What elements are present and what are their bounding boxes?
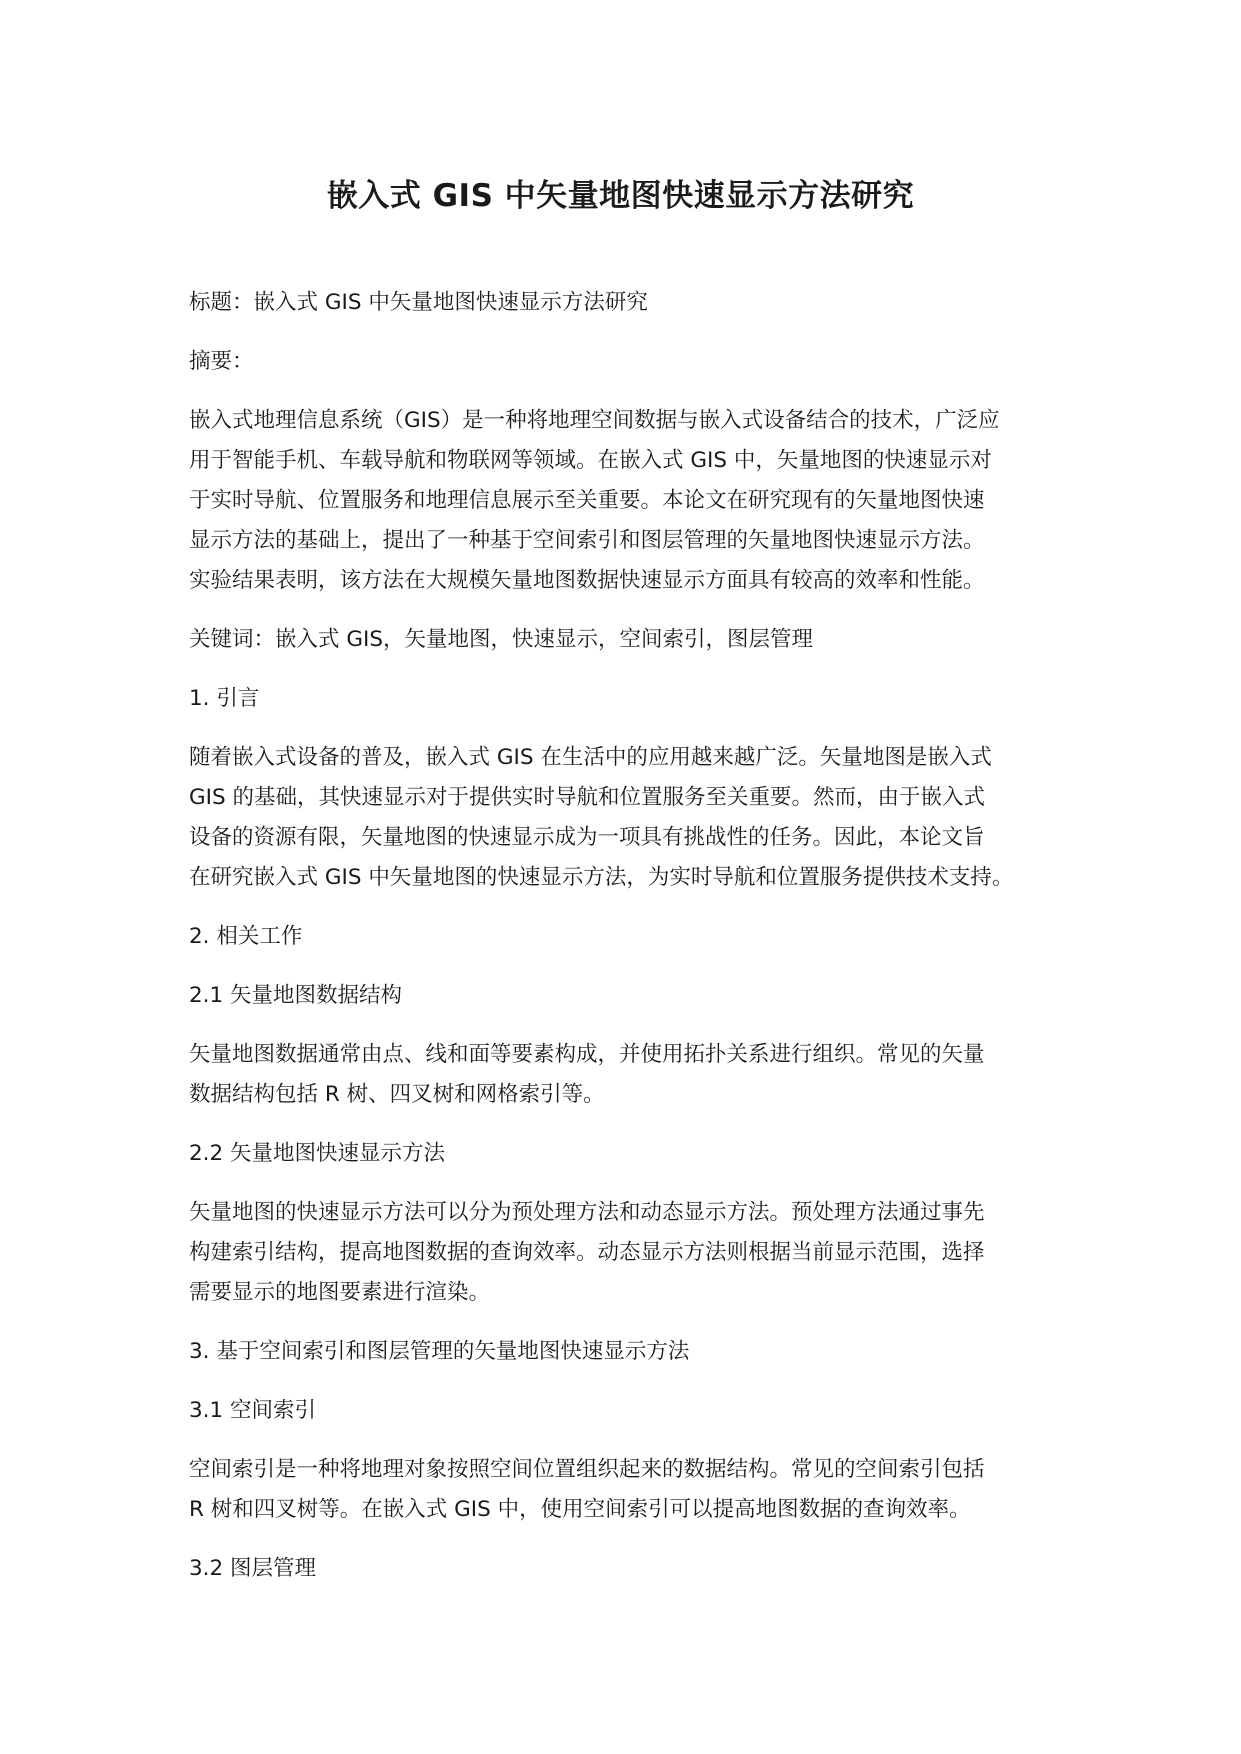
text-line: 显示方法的基础上，提出了一种基于空间索引和图层管理的矢量地图快速显示方法。: [189, 528, 985, 553]
text-line: 需要显示的地图要素进行渲染。: [189, 1280, 491, 1305]
paragraph: [189, 1035, 1069, 1115]
text-line: 数据结构包括 R 树、四叉树和网格索引等。: [189, 1082, 605, 1107]
text-line: 关键词：嵌入式 GIS，矢量地图，快速显示，空间索引，图层管理: [189, 627, 813, 652]
text-line: 2.2 矢量地图快速显示方法: [189, 1141, 446, 1166]
section-heading: [189, 1332, 1069, 1372]
text-line: 设备的资源有限，矢量地图的快速显示成为一项具有挑战性的任务。因此，本论文旨: [189, 825, 985, 850]
text-line: 矢量地图数据通常由点、线和面等要素构成，并使用拓扑关系进行组织。常见的矢量: [189, 1042, 985, 1067]
text-line: 3.2 图层管理: [189, 1556, 317, 1581]
text-line: 用于智能手机、车载导航和物联网等领域。在嵌入式 GIS 中，矢量地图的快速显示对: [189, 448, 992, 473]
paragraph: [189, 620, 1069, 660]
text-line: 2. 相关工作: [189, 924, 303, 949]
text-line: 3. 基于空间索引和图层管理的矢量地图快速显示方法: [189, 1339, 690, 1364]
section-heading: [189, 976, 1069, 1016]
section-heading: [189, 917, 1069, 957]
text-line: 3.1 空间索引: [189, 1398, 317, 1423]
text-line: 摘要：: [189, 349, 254, 374]
paragraph: [189, 1193, 1069, 1313]
document-title: 嵌入式 GIS 中矢量地图快速显示方法研究: [326, 178, 915, 214]
text-line: 于实时导航、位置服务和地理信息展示至关重要。本论文在研究现有的矢量地图快速: [189, 488, 985, 513]
text-line: 2.1 矢量地图数据结构: [189, 983, 403, 1008]
section-heading: [189, 1391, 1069, 1431]
text-line: 构建索引结构，提高地图数据的查询效率。动态显示方法则根据当前显示范围，选择: [189, 1240, 985, 1265]
text-line: GIS 的基础，其快速显示对于提供实时导航和位置服务至关重要。然而，由于嵌入式: [189, 785, 985, 810]
section-heading: [189, 1134, 1069, 1174]
section-heading: [189, 679, 1069, 719]
text-line: 1. 引言: [189, 686, 260, 711]
text-line: 空间索引是一种将地理对象按照空间位置组织起来的数据结构。常见的空间索引包括: [189, 1457, 985, 1482]
text-line: R 树和四叉树等。在嵌入式 GIS 中，使用空间索引可以提高地图数据的查询效率。: [189, 1497, 971, 1522]
text-line: 实验结果表明，该方法在大规模矢量地图数据快速显示方面具有较高的效率和性能。: [189, 568, 985, 593]
text-line: 矢量地图的快速显示方法可以分为预处理方法和动态显示方法。预处理方法通过事先: [189, 1200, 985, 1225]
section-heading: [189, 1549, 1069, 1589]
text-line: 嵌入式地理信息系统（GIS）是一种将地理空间数据与嵌入式设备结合的技术，广泛应: [189, 408, 1000, 433]
paragraph: [189, 342, 1069, 382]
document-body: [189, 283, 1069, 1608]
paragraph: [189, 283, 1069, 323]
text-line: 标题：嵌入式 GIS 中矢量地图快速显示方法研究: [189, 290, 648, 315]
paragraph: [189, 738, 1069, 898]
paragraph: [189, 1450, 1069, 1530]
paragraph: [189, 401, 1069, 601]
text-line: 随着嵌入式设备的普及，嵌入式 GIS 在生活中的应用越来越广泛。矢量地图是嵌入式: [189, 745, 992, 770]
text-line: 在研究嵌入式 GIS 中矢量地图的快速显示方法，为实时导航和位置服务提供技术支持。: [189, 865, 1014, 890]
